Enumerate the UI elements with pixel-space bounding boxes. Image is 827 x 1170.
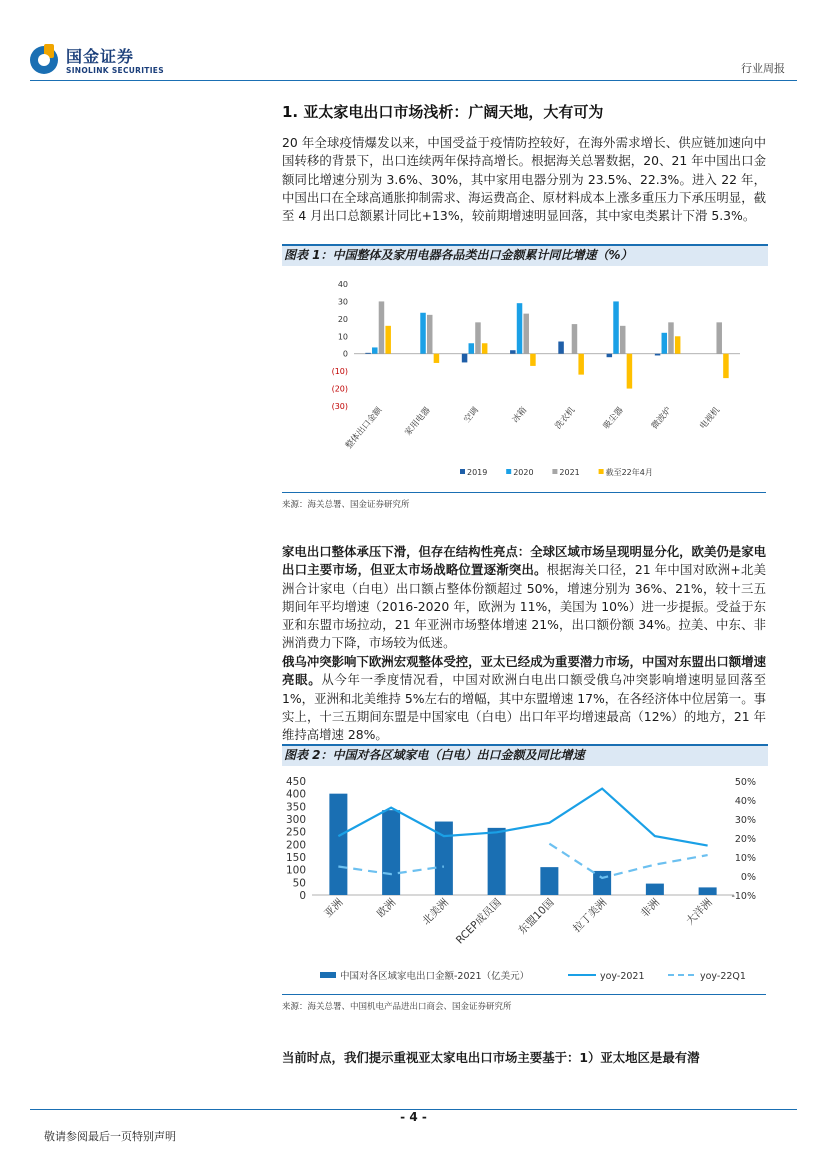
chart1-bar	[716, 322, 722, 353]
chart1-legend-label: 2020	[513, 468, 534, 477]
figure2-title: 图表 2：中国对各区域家电（白电）出口金额及同比增速	[282, 744, 768, 766]
chart1-bar	[475, 322, 481, 353]
chart1-y-tick: (10)	[331, 367, 348, 377]
brand-name-en: SINOLINK SECURITIES	[66, 66, 164, 75]
chart2-left-tick: 150	[285, 852, 306, 864]
brand-logo-icon	[30, 46, 58, 74]
chart2-left-tick: 200	[285, 839, 306, 852]
chart1-bar	[668, 322, 674, 353]
chart1-bar	[462, 354, 468, 363]
chart1-bar	[675, 336, 681, 353]
chart2-left-tick: 400	[285, 788, 306, 801]
chart2-x-tick: 大洋洲	[683, 896, 715, 928]
chart1-legend-label: 截至22年4月	[605, 468, 653, 477]
chart1-legend-swatch	[460, 469, 465, 474]
chart1-bar	[655, 354, 661, 356]
chart1-bar	[578, 354, 584, 375]
chart1-bar	[523, 314, 529, 354]
chart1-y-tick: 40	[337, 280, 348, 289]
chart2-left-tick: 100	[285, 864, 306, 877]
chart2-left-tick: 0	[299, 890, 306, 902]
brand-logo	[30, 44, 190, 80]
chart1-bar	[530, 354, 536, 366]
figure2-chart	[282, 768, 766, 990]
chart1-bar	[558, 342, 564, 354]
paragraph-structure-body: 根据海关口径，21 年中国对欧洲+北美洲合计家电（白电）出口额占整体份额超过 50%，增速分别为 36%、21%，较十三五期间年平均增速（2016-2020 年，欧洲为 11%，美国为 10%）进一步提振。受益于东亚和东盟市场拉动，21 年亚洲市场整体增速 21%，出口额份额 34%。拉美、中东、非洲消费力下降，市场较为低迷。	[282, 562, 766, 651]
chart1-y-tick: (20)	[331, 384, 348, 394]
chart1-bar	[379, 301, 385, 353]
chart2-right-tick: 30%	[734, 815, 756, 826]
chart2-right-tick: 0%	[740, 872, 756, 883]
chart1-legend-swatch	[552, 469, 557, 474]
brand-name-cn: 国金证券	[66, 47, 135, 66]
chart1-bar	[620, 326, 626, 354]
chart2-line-yoy-22q1	[549, 844, 707, 878]
chart2-x-tick: 北美洲	[420, 896, 451, 928]
chart2-right-tick: -10%	[731, 891, 756, 902]
chart1-bar	[372, 347, 378, 353]
chart1-bar	[469, 343, 475, 353]
chart2-legend-label-bar: 中国对各区域家电出口金额-2021（亿美元）	[340, 971, 530, 982]
chart2-x-tick: 非洲	[638, 896, 662, 920]
chart2-x-tick: RCEP成员国	[453, 896, 504, 947]
paragraph-structure	[282, 543, 766, 653]
chart1-x-tick: 家用电器	[403, 405, 433, 438]
chart1-bar	[482, 343, 488, 353]
chart1-bar	[627, 354, 633, 389]
paragraph-asean-body: 从今年一季度情况看，中国对欧洲白电出口额受俄乌冲突影响增速明显回落至 1%，亚洲和北美维持 5%左右的增幅，其中东盟增速 17%，在各经济体中位居第一。事实上，十三五期间东盟是中国家电（白电）出口年平均增速最高（12%）的地方，21 年维持高增速 28%。	[282, 672, 767, 743]
chart2-bar	[540, 867, 558, 895]
chart2-legend-swatch-bar	[320, 972, 336, 978]
chart1-y-tick: 10	[337, 332, 348, 342]
chart1-bar	[365, 353, 371, 354]
document-type: 行业周报	[741, 62, 785, 75]
paragraph-asean	[282, 653, 766, 744]
chart2-legend-label-yoy2021: yoy-2021	[600, 971, 645, 982]
chart2-bar	[488, 828, 506, 895]
chart1-bar	[662, 333, 668, 354]
chart1-bar	[385, 326, 391, 354]
chart1-y-tick: (30)	[331, 402, 348, 411]
chart2-bar	[646, 884, 664, 895]
chart2-legend-label-yoy22q1: yoy-22Q1	[700, 971, 746, 982]
chart1-bar	[510, 350, 516, 353]
header-divider	[30, 80, 797, 81]
chart1-legend-label: 2021	[559, 468, 580, 477]
chart1-bar	[434, 354, 440, 363]
chart2-right-tick: 40%	[734, 796, 756, 807]
page-number: - 4 -	[400, 1110, 427, 1124]
paragraph-asean-lead: 俄乌冲突影响下欧洲宏观整体受控，亚太已经成为重要潜力市场，中国对东盟出口额增速亮眼。	[282, 654, 766, 688]
chart2-right-tick: 50%	[734, 777, 756, 788]
chart1-y-tick: 30	[337, 297, 348, 307]
chart1-bar	[572, 324, 578, 354]
chart1-y-tick: 20	[337, 314, 348, 324]
chart1-legend-swatch	[599, 469, 604, 474]
chart2-x-tick: 亚洲	[322, 896, 346, 920]
chart1-legend-swatch	[506, 469, 511, 474]
chart1-x-tick: 微波炉	[649, 405, 674, 432]
chart1-bar	[517, 303, 523, 354]
chart2-bar	[699, 887, 717, 895]
chart2-left-tick: 50	[292, 877, 306, 890]
figure1-title: 图表 1：中国整体及家用电器各品类出口金额累计同比增速（%）	[282, 244, 768, 266]
chart1-bar	[420, 313, 426, 354]
chart2-right-tick: 20%	[734, 834, 756, 845]
figure1-source: 来源：海关总署、国金证券研究所	[282, 492, 766, 510]
chart2-bar	[329, 794, 347, 895]
figure1-chart	[282, 270, 766, 490]
chart2-x-tick: 拉丁美洲	[571, 896, 610, 935]
chart1-x-tick: 空调	[462, 405, 481, 425]
paragraph-outlook: 当前时点，我们提示重视亚太家电出口市场主要基于：1）亚太地区是最有潜	[282, 1050, 700, 1065]
chart2-bar	[593, 871, 611, 895]
paragraph-structure-lead: 家电出口整体承压下滑，但存在结构性亮点：全球区域市场呈现明显分化，欧美仍是家电出口主要市场，但亚太市场战略位置逐渐突出。	[282, 544, 766, 578]
chart2-x-tick: 欧洲	[374, 896, 399, 920]
section-title: 1. 亚太家电出口市场浅析：广阔天地，大有可为	[282, 103, 604, 121]
chart1-x-tick: 电视机	[698, 405, 723, 432]
chart2-bar	[382, 810, 400, 895]
chart1-bar	[427, 315, 433, 354]
chart1-bar	[613, 301, 619, 353]
figure2-source: 来源：海关总署、中国机电产品进出口商会、国金证券研究所	[282, 994, 766, 1012]
chart2-left-tick: 250	[285, 826, 306, 839]
chart1-x-tick: 整体出口金额	[343, 405, 385, 452]
chart1-x-tick: 冰箱	[510, 405, 530, 425]
chart1-bar	[607, 354, 613, 357]
chart1-bar	[723, 354, 729, 378]
chart2-x-tick: 东盟10国	[516, 896, 557, 937]
chart2-left-tick: 300	[285, 814, 306, 826]
chart1-x-tick: 吸尘器	[601, 405, 626, 432]
chart2-right-tick: 10%	[734, 853, 756, 864]
paragraph-intro: 20 年全球疫情爆发以来，中国受益于疫情防控较好，在海外需求增长、供应链加速向中国转移的背景下，出口连续两年保持高增长。根据海关总署数据，20、21 年中国出口金额同比增速分别为 3.6%、30%，其中家用电器分别为 23.5%、22.3%。进入 22 年，中国出口在全球高通胀抑制需求、海运费高企、原材料成本上涨多重压力下承压明显，截至 4 月出口总额累计同比+13%，较前期增速明显回落，其中家电类累计下滑 5.3%。	[282, 135, 766, 224]
chart2-left-tick: 450	[285, 776, 306, 788]
chart1-y-tick: 0	[342, 349, 348, 359]
chart2-left-tick: 350	[285, 801, 306, 814]
footer-disclaimer: 敬请参阅最后一页特别声明	[44, 1130, 176, 1143]
chart1-x-tick: 洗衣机	[553, 405, 578, 432]
chart1-legend-label: 2019	[467, 468, 488, 477]
